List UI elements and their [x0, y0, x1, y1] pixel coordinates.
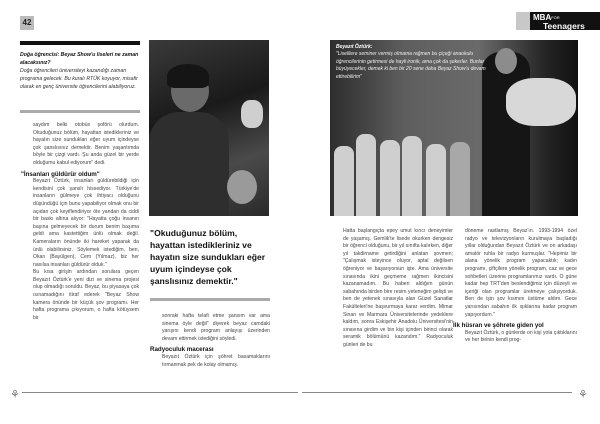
- photo-child: [450, 142, 470, 216]
- photo-bouquet: [506, 78, 576, 126]
- magazine-brand: [516, 12, 600, 30]
- column2-paragraph-2: Beyazıt Öztürk için şöhret basamaklarını tırmanmak pek de kolay olmamış.: [162, 353, 270, 368]
- column2-heading: Radyoculuk macerası: [150, 346, 214, 354]
- column3-paragraph-1: Hatta başlangıçta epey umut kırıcı deneyimler de yaşamış. Gemlik'te lisede okurken dengesiz bir öğrenci olduğunu, bir yıl sınıfta kalırken, diğer yıl takdirname getirdiğini anlatan şovmen; "Çalışmak isteyince oluyor, aptal değilsen öğreniyor ve başarıyorsun işte. Ama üniversite sınavında ikini geçmeme rağmen ikincisini kazanamadım. Bu haberi aldığım günün sabahında birden bire resim yeteneğim gelişti ve ben de yetenek sınavıyla alan Güzel Sanatlar Fakülteleri'ne başvurmaya karar verdim. Mimar Sinan ve Marmara Üniversitelerinde yedeklere kaldım, sonra Eskişehir Anadolu Üniversitesi'nin sınavına girdim ve bin kişi içinden birinci olarak seramik bölümünü kazandım." Radyoculuk günleri de bu: [343, 228, 453, 348]
- column4-heading: İlk hüsran ve şöhrete giden yol: [453, 322, 544, 330]
- photo-figure-hair: [167, 64, 209, 88]
- photo-child: [356, 134, 376, 216]
- column2-paragraph-1: sonraki hafta telafi etme şansım var ama sinema öyle değil" diyerek beyaz camdaki yarışını kendi program anlayışı üzerinden devam ettirmek istediğini söyledi.: [162, 313, 270, 342]
- photo-figure-audience: [227, 170, 257, 204]
- photo-child: [334, 146, 354, 216]
- page-number: 42: [20, 16, 34, 30]
- photo-figure-body: [149, 112, 229, 216]
- footer-rule-right: [302, 392, 572, 393]
- column1-intro: saydım belki otobüs şoförü olurdum. Okuduğunuz bölüm, hayattan istedikleriniz ve hayatın size sundukları eğer uyum içindeyse çok şanslısınız demektir. Benim yaşantımda böyle bir çizgi vardı. Şu anda güzel bir yerde olduğumu kabul ediyorum" dedi.: [33, 122, 139, 166]
- photo-caption-text: "Liselilere seminer vermiş olmama rağmen bu çiçeği anaokulu öğrencilerinin getirmesi de hayli ironik, ama çok da şekerler. Bunlar büyüyecekler, demek ki ben bir 20 sene daha Beyaz Show'u devam ettirebilirim": [336, 51, 486, 80]
- column4-paragraph-1: döneme rastlamış Beyaz'ın. 1993-1994 özel radyo ve televizyonların kurulmaya başladığı yıllar olduğundan Beyazıt Öztürk ve on arkadaşı amatör ruhla bir radyo kurmuşlar. "Hepimiz bir alana yönelik program yapacaktık; kadın programı, çiftçilere yönelik program, caz ve gece sohbetleri üzerine programlarımız vardı. O güne kadar hep TRT'den beslendiğimiz için düzeyli ve içeriği olan programlar üretmeye çalışıyorduk. Ben de işin şov kısmını üstüme aldım. Gece yarısından sabahın ilk ışıklarına kadar program yapıyordum.": [465, 228, 577, 318]
- lotus-ornament-icon: ⚘: [10, 389, 20, 401]
- photo-presenter: [482, 52, 530, 216]
- pull-quote-rule: [150, 298, 270, 301]
- photo-child: [380, 140, 400, 216]
- brand-teenagers: Teenagers: [543, 21, 585, 31]
- pull-quote: "Okuduğunuz bölüm, hayattan istedikleriniz ve hayatın size sundukları eğer uyum içindeyse çok şanslısınız demektir.": [150, 228, 266, 286]
- column1-paragraph-2: Bu kısa girişin ardından sorulara geçen Beyazıt Öztürk'e yeni dizi ve sinema projesi olup olmadığı soruldu. Beyaz, bu piyasaya çok ısınamadığını itiraf ederek "Beyaz Show kamera önünde bir küçük şov programı. Her hafta programa çıkıyorum, o hafta kötüysem bir: [33, 269, 139, 321]
- photo-children-group: [330, 112, 480, 216]
- brand-for: FOR: [551, 15, 560, 20]
- brand-gray-block: [516, 12, 530, 30]
- footer-rule-left: [22, 392, 298, 393]
- sidebar-bottom-rule: [20, 110, 140, 113]
- sidebar-answer: Doğa öğrencileri üniversiteyi kazandığı zaman programa gelecek. Bu kuralı RTÜK koyuyor, misafir olarak en genç üniversite öğrencilerini alabiliyoruz.: [20, 68, 138, 90]
- sidebar-top-rule: [20, 41, 140, 45]
- brand-mba: MBA: [533, 13, 552, 22]
- sidebar-question: Doğa öğrencisi: Beyaz Show'u liseleri ne zaman alacaksınız?: [20, 52, 139, 66]
- article-column-3: [343, 228, 453, 350]
- photo-caption: [336, 44, 486, 81]
- column1-heading: "İnsanları güldürür oldum": [21, 170, 100, 178]
- photo-child: [402, 136, 422, 216]
- photo-stage-children: [330, 40, 578, 216]
- column1-paragraph-1: Beyazıt Öztürk, insanları güldürebildiği için kendisini çok şanslı hissediyor. Türkiye'de insanların gülmeye çok ihtiyacı olduğunu düşündüğü için bunu yapabiliyor olmak onu bir açıdan çok keyiflendiriyor öte yandan da ciddi bir baskı altına alıyor: "Hayatta çoğu insanın başına gelmeyecek bir durum benim başıma geldi ama kastettiğim ünlü olmak değil. Kameraların önünde iki hareket yaparak da ünlü olabilirsiniz. Söylemek istediğim, ben, Okan (Bayülgen), Cem (Yılmaz), biz her nasılsa insanları güldürür olduk.": [33, 178, 139, 268]
- article-column-1: [21, 122, 139, 322]
- sidebar-qa-box: [20, 51, 140, 91]
- article-column-4: [453, 228, 577, 345]
- photo-student-asking: [149, 40, 269, 216]
- article-column-2: [150, 313, 270, 369]
- brand-logo: [530, 12, 600, 30]
- photo-figure-hand: [241, 100, 263, 128]
- photo-caption-name: Beyazıt Öztürk:: [336, 44, 373, 50]
- column4-paragraph-2: Beyazıt Öztürk, o günlerde on kişi yola çıktıklarını ve her birinin kendi prog-: [465, 329, 577, 344]
- lotus-ornament-icon: ⚘: [578, 389, 588, 401]
- photo-presenter-head: [495, 48, 517, 74]
- photo-child: [426, 144, 446, 216]
